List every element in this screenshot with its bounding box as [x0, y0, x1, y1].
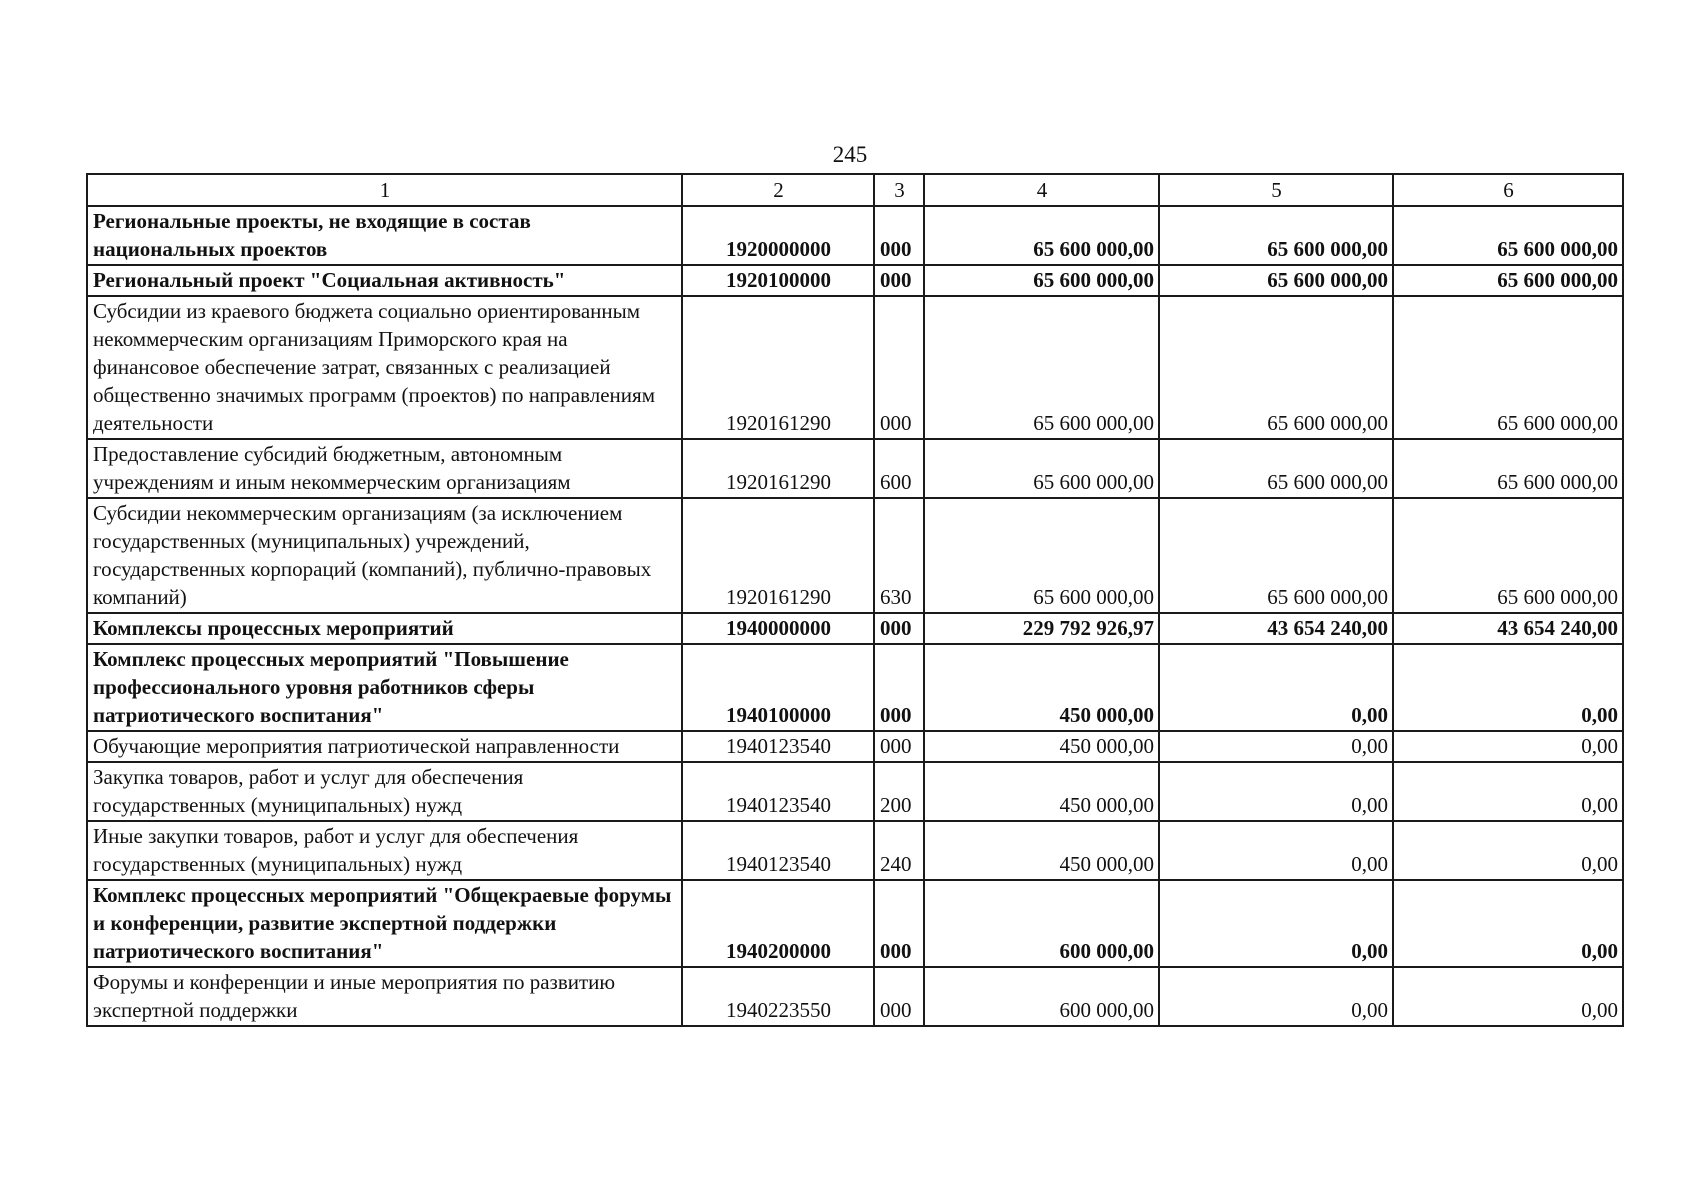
row-amount-col6-cell: 0,00 — [1393, 731, 1623, 762]
row-expense-type-cell: 000 — [874, 880, 924, 967]
row-code-cell: 1940000000 — [682, 613, 874, 644]
row-amount-col6-cell: 0,00 — [1393, 880, 1623, 967]
row-name-cell: Закупка товаров, работ и услуг для обеспечения государственных (муниципальных) нужд — [87, 762, 682, 821]
row-name-cell: Субсидии из краевого бюджета социально ориентированным некоммерческим организациям Приморского края на финансовое обеспечение затрат, связанных с реализацией общественно значимых программ (проектов) по направлениям деятельности — [87, 296, 682, 439]
row-amount-col5-cell: 65 600 000,00 — [1159, 265, 1393, 296]
row-code-cell: 1920161290 — [682, 498, 874, 613]
column-number: 2 — [682, 174, 874, 206]
table-row — [87, 613, 1623, 644]
row-amount-col6-cell: 0,00 — [1393, 821, 1623, 880]
row-name-cell: Форумы и конференции и иные мероприятия по развитию экспертной поддержки — [87, 967, 682, 1026]
row-amount-col5-cell: 65 600 000,00 — [1159, 439, 1393, 498]
table-row — [87, 439, 1623, 498]
row-amount-col4-cell: 65 600 000,00 — [924, 206, 1159, 265]
row-amount-col4-cell: 600 000,00 — [924, 967, 1159, 1026]
row-name-cell: Субсидии некоммерческим организациям (за исключением государственных (муниципальных) учреждений, государственных корпораций (компаний), публично-правовых компаний) — [87, 498, 682, 613]
row-amount-col5-cell: 0,00 — [1159, 731, 1393, 762]
row-code-cell: 1920100000 — [682, 265, 874, 296]
row-amount-col4-cell: 229 792 926,97 — [924, 613, 1159, 644]
row-code-cell: 1920161290 — [682, 439, 874, 498]
row-name-cell: Предоставление субсидий бюджетным, автономным учреждениям и иным некоммерческим организациям — [87, 439, 682, 498]
row-amount-col4-cell: 65 600 000,00 — [924, 439, 1159, 498]
row-amount-col4-cell: 450 000,00 — [924, 731, 1159, 762]
row-amount-col6-cell: 65 600 000,00 — [1393, 498, 1623, 613]
row-expense-type-cell: 000 — [874, 967, 924, 1026]
row-amount-col5-cell: 0,00 — [1159, 762, 1393, 821]
row-amount-col4-cell: 600 000,00 — [924, 880, 1159, 967]
column-number: 1 — [87, 174, 682, 206]
row-amount-col5-cell: 0,00 — [1159, 967, 1393, 1026]
row-expense-type-cell: 000 — [874, 265, 924, 296]
row-amount-col6-cell: 0,00 — [1393, 762, 1623, 821]
table-row — [87, 498, 1623, 613]
row-amount-col4-cell: 65 600 000,00 — [924, 498, 1159, 613]
row-code-cell: 1940123540 — [682, 821, 874, 880]
table-row — [87, 967, 1623, 1026]
row-name-cell: Региональный проект "Социальная активность" — [87, 265, 682, 296]
row-expense-type-cell: 600 — [874, 439, 924, 498]
table-row — [87, 296, 1623, 439]
row-amount-col6-cell: 65 600 000,00 — [1393, 206, 1623, 265]
row-amount-col5-cell: 0,00 — [1159, 880, 1393, 967]
row-expense-type-cell: 000 — [874, 206, 924, 265]
row-amount-col5-cell: 65 600 000,00 — [1159, 206, 1393, 265]
row-amount-col5-cell: 65 600 000,00 — [1159, 296, 1393, 439]
row-expense-type-cell: 240 — [874, 821, 924, 880]
row-amount-col6-cell: 65 600 000,00 — [1393, 439, 1623, 498]
table-row — [87, 731, 1623, 762]
row-amount-col4-cell: 65 600 000,00 — [924, 265, 1159, 296]
row-amount-col5-cell: 65 600 000,00 — [1159, 498, 1393, 613]
row-expense-type-cell: 000 — [874, 644, 924, 731]
row-code-cell: 1940123540 — [682, 762, 874, 821]
table-row — [87, 206, 1623, 265]
row-amount-col5-cell: 43 654 240,00 — [1159, 613, 1393, 644]
row-name-cell: Комплексы процессных мероприятий — [87, 613, 682, 644]
table-row — [87, 644, 1623, 731]
column-number: 3 — [874, 174, 924, 206]
row-amount-col5-cell: 0,00 — [1159, 821, 1393, 880]
page-number: 245 — [832, 142, 868, 167]
row-amount-col4-cell: 450 000,00 — [924, 821, 1159, 880]
row-code-cell: 1940223550 — [682, 967, 874, 1026]
row-amount-col5-cell: 0,00 — [1159, 644, 1393, 731]
row-expense-type-cell: 000 — [874, 731, 924, 762]
column-number: 6 — [1393, 174, 1623, 206]
row-name-cell: Комплекс процессных мероприятий "Общекраевые форумы и конференции, развитие экспертной поддержки патриотического воспитания" — [87, 880, 682, 967]
row-name-cell: Региональные проекты, не входящие в состав национальных проектов — [87, 206, 682, 265]
row-name-cell: Комплекс процессных мероприятий "Повышение профессионального уровня работников сферы патриотического воспитания" — [87, 644, 682, 731]
row-code-cell: 1920161290 — [682, 296, 874, 439]
row-amount-col6-cell: 43 654 240,00 — [1393, 613, 1623, 644]
column-number: 4 — [924, 174, 1159, 206]
table-row — [87, 762, 1623, 821]
row-amount-col6-cell: 65 600 000,00 — [1393, 296, 1623, 439]
row-amount-col6-cell: 0,00 — [1393, 967, 1623, 1026]
row-expense-type-cell: 200 — [874, 762, 924, 821]
row-expense-type-cell: 630 — [874, 498, 924, 613]
row-amount-col6-cell: 0,00 — [1393, 644, 1623, 731]
row-code-cell: 1940200000 — [682, 880, 874, 967]
row-code-cell: 1940123540 — [682, 731, 874, 762]
row-amount-col4-cell: 450 000,00 — [924, 644, 1159, 731]
row-code-cell: 1940100000 — [682, 644, 874, 731]
table-row — [87, 265, 1623, 296]
budget-table — [86, 173, 1624, 1027]
row-code-cell: 1920000000 — [682, 206, 874, 265]
table-row — [87, 880, 1623, 967]
row-expense-type-cell: 000 — [874, 613, 924, 644]
row-name-cell: Иные закупки товаров, работ и услуг для обеспечения государственных (муниципальных) нужд — [87, 821, 682, 880]
row-amount-col4-cell: 450 000,00 — [924, 762, 1159, 821]
row-name-cell: Обучающие мероприятия патриотической направленности — [87, 731, 682, 762]
table-row — [87, 821, 1623, 880]
row-amount-col4-cell: 65 600 000,00 — [924, 296, 1159, 439]
column-number-row — [87, 174, 1623, 206]
row-expense-type-cell: 000 — [874, 296, 924, 439]
row-amount-col6-cell: 65 600 000,00 — [1393, 265, 1623, 296]
column-number: 5 — [1159, 174, 1393, 206]
